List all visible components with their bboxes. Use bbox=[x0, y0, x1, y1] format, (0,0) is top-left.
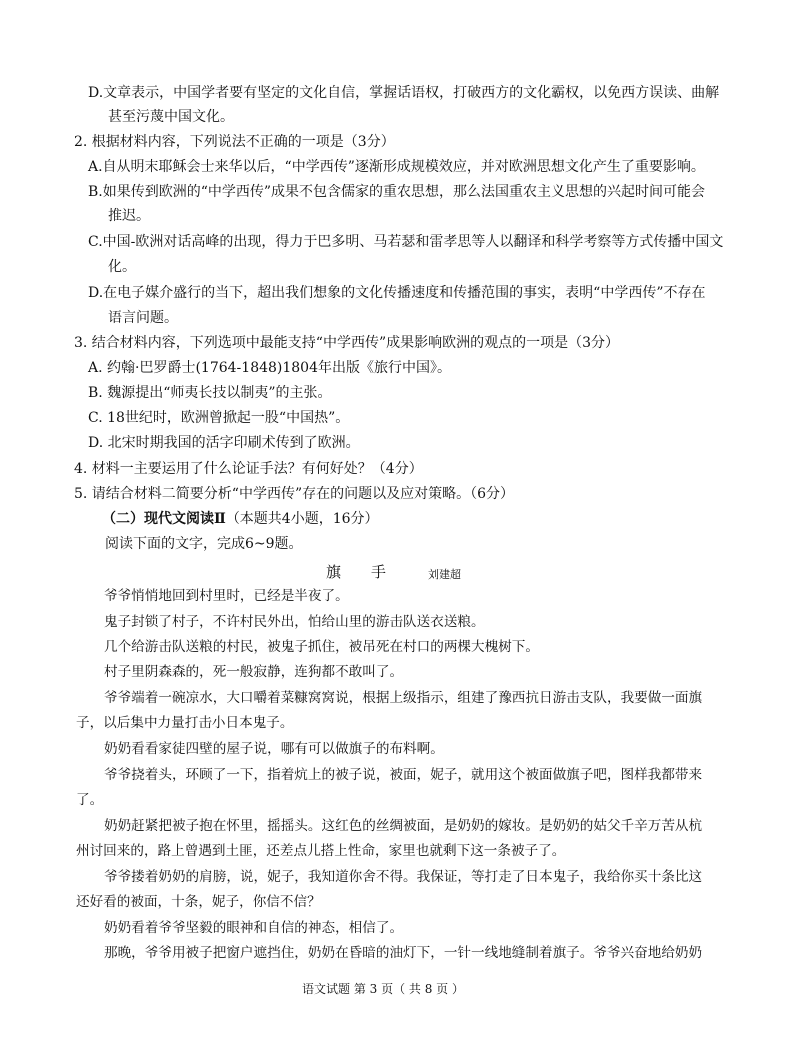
story-line: 爷爷端着一碗凉水，大口嚼着菜糠窝窝说，根据上级指示，组建了豫西抗日游击支队，我要做一面旗 bbox=[104, 690, 703, 706]
section-instruction: 阅读下面的文字，完成6~9题。 bbox=[105, 536, 303, 552]
q3-stem: 3. 结合材料内容，下列选项中最能支持“中学西传”成果影响欧洲的观点的一项是（3分） bbox=[74, 335, 620, 351]
story-line: 爷爷搂着奶奶的肩膀，说，妮子，我知道你舍不得。我保证，等打走了日本鬼子，我给你买十条比这 bbox=[104, 869, 703, 885]
q2-option-b-line1: B.如果传到欧洲的“中学西传”成果不包含儒家的重农思想，那么法国重农主义思想的兴起时间可能会 bbox=[88, 184, 706, 200]
story-line: 奶奶赶紧把被子抱在怀里，摇摇头。这红色的丝绸被面，是奶奶的嫁妆。是奶奶的姑父千辛万苦从杭 bbox=[104, 818, 703, 834]
story-author: 刘建超 bbox=[428, 568, 461, 581]
story-line: 了。 bbox=[76, 792, 104, 808]
story-title: 旗 手 bbox=[326, 563, 387, 581]
q2-option-b-line2: 推迟。 bbox=[108, 208, 150, 224]
story-line: 州讨回来的，路上曾遇到土匪，还差点儿搭上性命，家里也就剩下这一条被子了。 bbox=[76, 843, 566, 859]
q2-option-a: A.自从明末耶稣会士来华以后，“中学西传”逐渐形成规模效应，并对欧洲思想文化产生了重要影响。 bbox=[88, 159, 705, 175]
story-line: 奶奶看着爷爷坚毅的眼神和自信的神态，相信了。 bbox=[104, 920, 404, 936]
story-line: 奶奶看看家徒四壁的屋子说，哪有可以做旗子的布料啊。 bbox=[104, 741, 444, 757]
q4-stem: 4. 材料一主要运用了什么论证手法？有何好处？（4分） bbox=[74, 461, 423, 477]
q2-option-d-line2: 语言问题。 bbox=[108, 310, 178, 326]
q3-option-a: A. 约翰·巴罗爵士(1764-1848)1804年出版《旅行中国》。 bbox=[88, 360, 452, 376]
q2-option-c-line1: C.中国-欧洲对话高峰的出现，得力于巴多明、马若瑟和雷孝思等人以翻译和科学考察等方式传播中国文 bbox=[88, 234, 724, 250]
story-line: 村子里阴森森的，死一般寂静，连狗都不敢叫了。 bbox=[104, 664, 404, 680]
story-line: 鬼子封锁了村子，不许村民外出，怕给山里的游击队送衣送粮。 bbox=[104, 614, 485, 630]
story-line: 那晚，爷爷用被子把窗户遮挡住，奶奶在昏暗的油灯下，一针一线地缝制着旗子。爷爷兴奋地给奶奶 bbox=[104, 945, 703, 961]
page-footer: 语文试题 第 3 页（ 共 8 页 ） bbox=[302, 982, 464, 996]
q3-option-c: C. 18世纪时，欧洲曾掀起一股“中国热”。 bbox=[88, 410, 350, 426]
q2-stem: 2. 根据材料内容，下列说法不正确的一项是（3分） bbox=[74, 134, 395, 150]
section-heading-rest: （本题共4小题，16分） bbox=[225, 511, 379, 527]
section-heading-bold: （二）现代文阅读Ⅱ bbox=[102, 511, 226, 527]
section-heading bbox=[102, 509, 379, 529]
story-line: 爷爷挠着头，环顾了一下，指着炕上的被子说，被面，妮子，就用这个被面做旗子吧，图样我都带来 bbox=[104, 767, 703, 783]
q3-option-b: B. 魏源提出“师夷长技以制夷”的主张。 bbox=[88, 385, 332, 401]
q2-option-d-line1: D.在电子媒介盛行的当下，超出我们想象的文化传播速度和传播范围的事实，表明“中学西传”不存在 bbox=[88, 285, 706, 301]
story-line: 子，以后集中力量打击小日本鬼子。 bbox=[76, 715, 294, 731]
q3-option-d: D. 北宋时期我国的活字印刷术传到了欧洲。 bbox=[88, 435, 360, 451]
q1-option-d-line1: D.文章表示，中国学者要有坚定的文化自信，掌握话语权，打破西方的文化霸权，以免西方误读、曲解 bbox=[88, 85, 720, 101]
story-line: 爷爷悄悄地回到村里时，已经是半夜了。 bbox=[104, 588, 349, 604]
story-line: 还好看的被面，十条，妮子，你信不信？ bbox=[76, 894, 321, 910]
q2-option-c-line2: 化。 bbox=[108, 259, 136, 275]
story-line: 几个给游击队送粮的村民，被鬼子抓住，被吊死在村口的两棵大槐树下。 bbox=[104, 639, 539, 655]
q1-option-d-line2: 甚至污蔑中国文化。 bbox=[108, 109, 234, 125]
q5-stem: 5. 请结合材料二简要分析“中学西传”存在的问题以及应对策略。（6分） bbox=[74, 486, 515, 502]
